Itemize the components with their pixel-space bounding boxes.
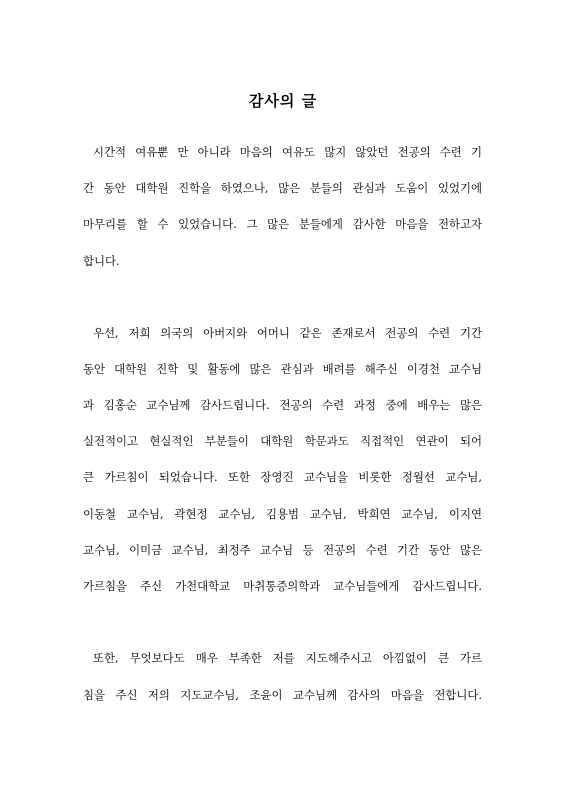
paragraph-2-line-3: 과 김홍순 교수님께 감사드립니다. 전공의 수련 과정 중에 배우는 많은 xyxy=(83,398,482,412)
paragraph-2-line-5: 큰 가르침이 되었습니다. 또한 장영진 교수님을 비롯한 정월선 교수님, xyxy=(83,470,482,484)
paragraph-1-line-4: 합니다. xyxy=(83,254,120,268)
paragraph-2-line-1: 우선, 저희 의국의 아버지와 어머니 같은 존재로서 전공의 수련 기간 xyxy=(93,326,482,340)
paragraph-2-line-6: 이동철 교수님, 곽현정 교수님, 김용범 교수님, 박희연 교수님, 이지연 xyxy=(83,507,482,521)
paragraph-3-line-1: 또한, 무엇보다도 매우 부족한 저를 지도해주시고 아낌없이 큰 가르 xyxy=(93,651,482,665)
paragraph-2-line-8: 가르침을 주신 가천대학교 마취통증의학과 교수님들에게 감사드립니다. xyxy=(83,579,482,593)
paragraph-2-line-2: 동안 대학원 진학 및 활동에 많은 관심과 배려를 해주신 이경천 교수님 xyxy=(83,362,482,376)
paragraph-1-line-3: 마무리를 할 수 있었습니다. 그 많은 분들에게 감사한 마음을 전하고자 xyxy=(83,217,482,231)
paragraph-2-line-4: 실전적이고 현실적인 부분들이 대학원 학문과도 직접적인 연관이 되어 xyxy=(83,434,482,448)
paragraph-3-line-2: 침을 주신 저의 지도교수님, 조윤이 교수님께 감사의 마음을 전합니다. xyxy=(83,688,482,702)
paragraph-1-line-2: 간 동안 대학원 진학을 하였으나, 많은 분들의 관심과 도움이 있었기에 xyxy=(83,181,482,195)
page-title: 감사의 글 xyxy=(248,92,318,110)
paragraph-2-line-7: 교수님, 이미금 교수님, 최정주 교수님 등 전공의 수련 기간 동안 많은 xyxy=(83,543,482,557)
paragraph-1-line-1: 시간적 여유뿐 만 아니라 마음의 여유도 많지 않았던 전공의 수련 기 xyxy=(93,145,482,159)
